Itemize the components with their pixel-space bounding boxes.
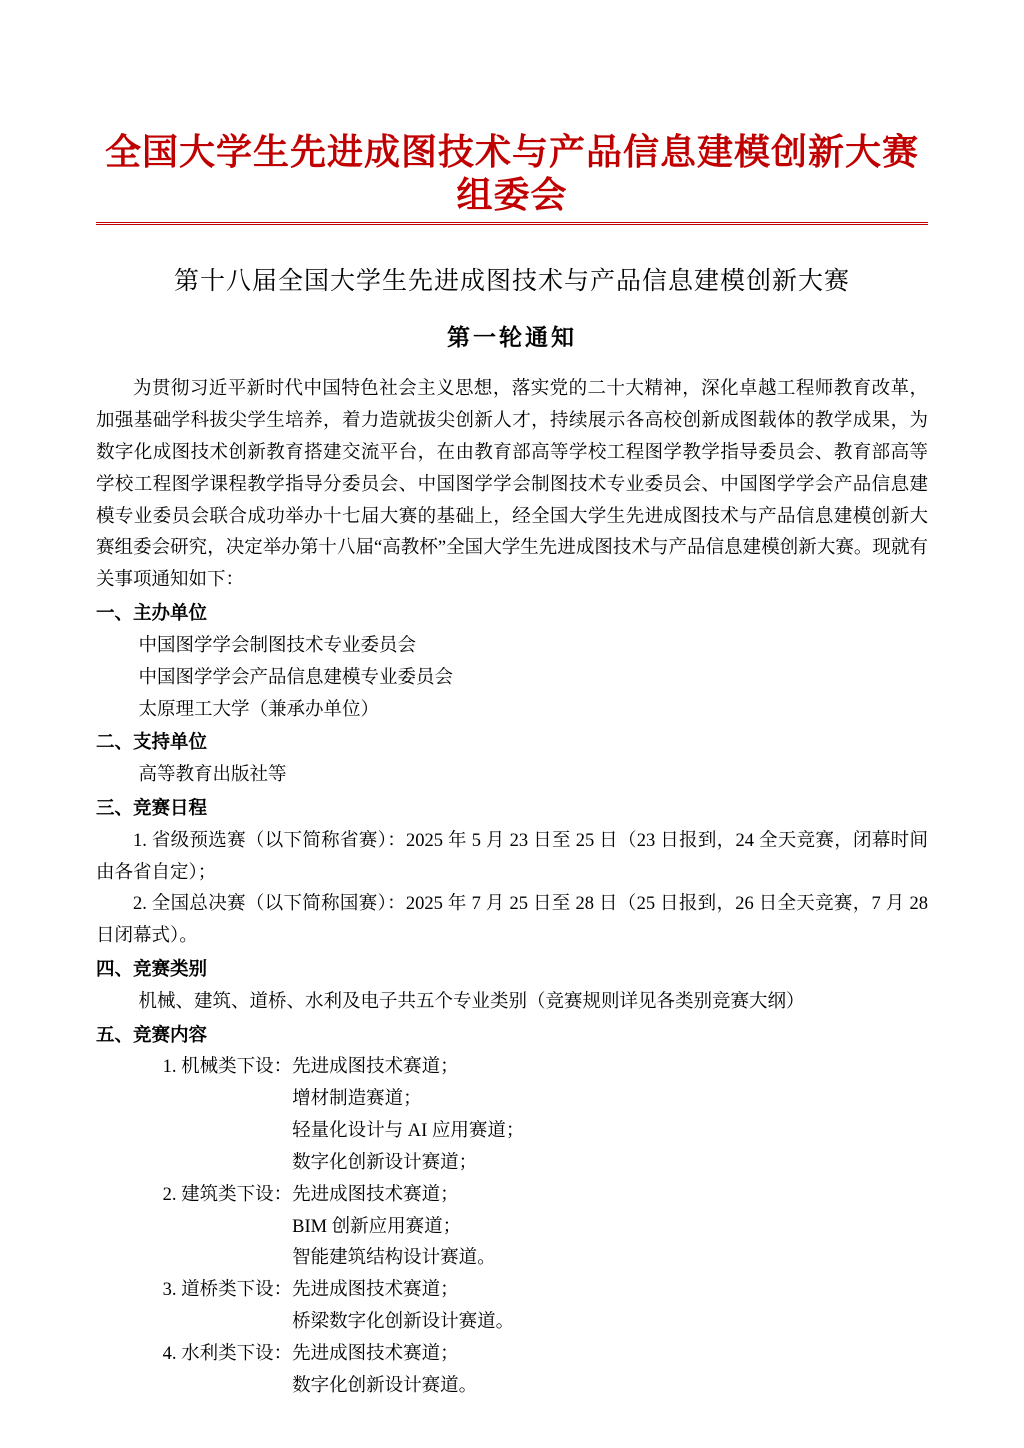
section-heading-3: 三、竞赛日程 bbox=[96, 798, 208, 819]
category-mechanical-tracks bbox=[292, 1052, 524, 1179]
track-item: 数字化创新设计赛道。 bbox=[292, 1375, 478, 1396]
section-heading-4: 四、竞赛类别 bbox=[96, 960, 208, 980]
section-2-line-1: 高等教育出版社等 bbox=[138, 765, 287, 786]
track-item: 智能建筑结构设计赛道。 bbox=[292, 1248, 496, 1269]
category-road-bridge-tracks bbox=[292, 1275, 514, 1339]
category-road-bridge-lead: 3. 道桥类下设： bbox=[162, 1280, 293, 1301]
section-1-line-2: 中国图学学会产品信息建模专业委员会 bbox=[138, 667, 454, 688]
section-heading-2: 二、支持单位 bbox=[96, 733, 208, 754]
category-mechanical-lead: 1. 机械类下设： bbox=[162, 1057, 293, 1078]
category-mechanical bbox=[96, 1052, 928, 1179]
category-architecture bbox=[96, 1180, 928, 1275]
document-title: 第十八届全国大学生先进成图技术与产品信息建模创新大赛 bbox=[173, 268, 850, 296]
category-water-conservancy-lead: 4. 水利类下设： bbox=[162, 1343, 293, 1364]
category-water-conservancy bbox=[96, 1339, 928, 1403]
section-3-item-1: 1. 省级预选赛（以下简称省赛）：2025 年 5 月 23 日至 25 日（23 日报到，24 全天竞赛，闭幕时间由各省自定）； bbox=[96, 830, 928, 883]
track-item: 先进成图技术赛道； bbox=[292, 1057, 459, 1078]
track-item: 先进成图技术赛道； bbox=[292, 1280, 459, 1301]
category-water-conservancy-tracks bbox=[292, 1339, 477, 1403]
section-1-line-1: 中国图学学会制图技术专业委员会 bbox=[138, 635, 417, 656]
track-item: BIM 创新应用赛道； bbox=[292, 1216, 462, 1237]
category-architecture-tracks bbox=[292, 1180, 496, 1275]
section-1-line-3: 太原理工大学（兼承办单位） bbox=[138, 699, 380, 720]
track-item: 桥梁数字化创新设计赛道。 bbox=[292, 1311, 515, 1332]
intro-paragraph: 为贯彻习近平新时代中国特色社会主义思想，落实党的二十大精神，深化卓越工程师教育改革，加强基础学科拔尖学生培养，着力造就拔尖创新人才，持续展示各高校创新成图载体的教学成果，为数字化成图技术创新教育搭建交流平台，在由教育部高等学校工程图学教学指导委员会、教育部高等学校工程图学课程教学指导分委员会、中国图学学会制图技术专业委员会、中国图学学会产品信息建模专业委员会联合成功举办十七届大赛的基础上，经全国大学生先进成图技术与产品信息建模创新大赛组委会研究，决定举办第十八届“高教杯”全国大学生先进成图技术与产品信息建模创新大赛。现就有关事项通知如下： bbox=[96, 379, 928, 591]
track-item: 增材制造赛道； bbox=[292, 1089, 422, 1110]
section-heading-1: 一、主办单位 bbox=[96, 604, 208, 625]
section-heading-5: 五、竞赛内容 bbox=[96, 1025, 208, 1046]
track-item: 先进成图技术赛道； bbox=[292, 1184, 459, 1205]
category-road-bridge bbox=[96, 1275, 928, 1339]
track-item: 轻量化设计与 AI 应用赛道； bbox=[292, 1121, 525, 1142]
track-item: 先进成图技术赛道； bbox=[292, 1343, 459, 1364]
section-4-line-1: 机械、建筑、道桥、水利及电子共五个专业类别（竞赛规则详见各类别竞赛大纲） bbox=[138, 991, 805, 1012]
document-subtitle: 第一轮通知 bbox=[447, 325, 577, 351]
masthead-title: 全国大学生先进成图技术与产品信息建模创新大赛组委会 bbox=[96, 130, 928, 225]
category-architecture-lead: 2. 建筑类下设： bbox=[162, 1184, 293, 1205]
track-item: 数字化创新设计赛道； bbox=[292, 1152, 478, 1173]
section-3-item-2: 2. 全国总决赛（以下简称国赛）：2025 年 7 月 25 日至 28 日（25 日报到，26 日全天竞赛，7 月 28 日闭幕式）。 bbox=[96, 894, 928, 947]
